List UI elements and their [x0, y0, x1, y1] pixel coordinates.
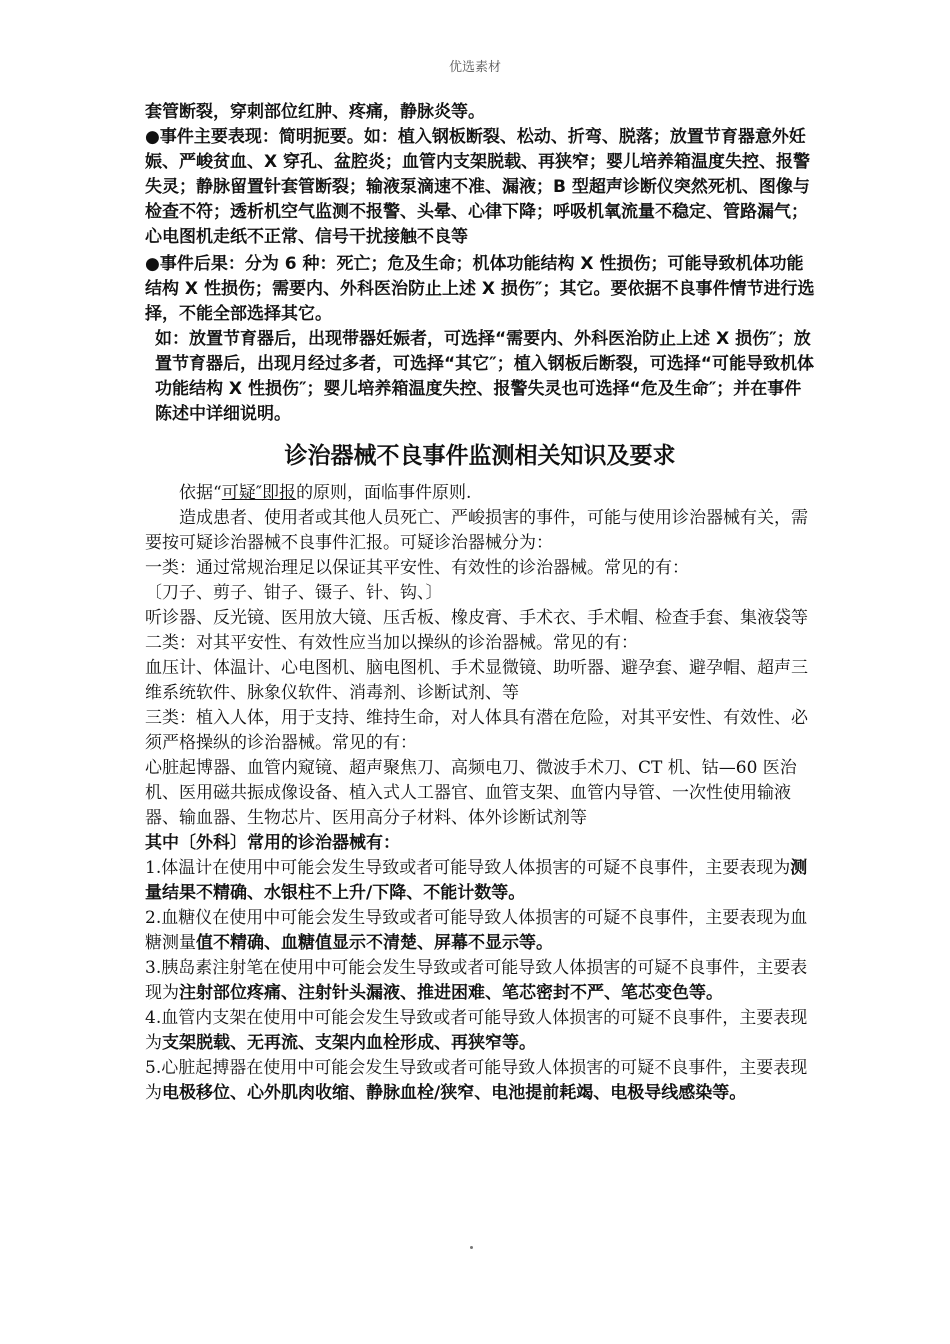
item-bold-text: 支架脱载、无再流、支架内血栓形成、再狭窄等。: [162, 1033, 536, 1053]
item-bold-text: 电极移位、心外肌肉收缩、静脉血栓/狭窄、电池提前耗竭、电极导线感染等。: [162, 1083, 747, 1103]
surgery-heading: 其中〔外科〕常用的诊治器械有：: [145, 833, 400, 853]
item-normal-text: 1.体温计在使用中可能会发生导致或者可能导致人体损害的可疑不良事件，主要表现为: [145, 858, 791, 878]
class2-heading: 二类：对其平安性、有效性应当加以操纵的诊治器械。常见的有：: [145, 633, 638, 653]
bullet-main-manifestation: ●事件主要表现：简明扼要。如：植入钢板断裂、松动、折弯、脱落；放置节育器意外妊娠、严峻贫血、X 穿孔、盆腔炎；血管内支架脱载、再狭窄；婴儿培养箱温度失控、报警失灵；静脉留置针套管断裂；输液泵滴速不准、漏液；B 型超声诊断仪突然死机、图像与检查不符；透析机空气监测不报警、头晕、心律下降；呼吸机氧流量不稳定、管路漏气；心电图机走纸不正常、信号干扰接触不良等: [145, 127, 811, 247]
list-item: [145, 856, 815, 906]
principle-post: 的原则，面临事件原则.: [296, 483, 472, 503]
footer-dot: [470, 1246, 473, 1249]
list-item: [145, 1006, 815, 1056]
item-bold-text: 值不精确、血糖值显示不清楚、屏幕不显示等。: [196, 933, 553, 953]
consequence-example: 如：放置节育器后，出现带器妊娠者，可选择“需要内、外科医治防止上述 X 损伤″；放置节育器后，出现月经过多者，可选择“其它″；植入钢板后断裂，可选择“可能导致机体功能结构 X 性损伤″；婴儿培养箱温度失控、报警失灵也可选择“危及生命″；并在事件陈述中详细说明。: [155, 329, 814, 424]
section-title: 诊治器械不良事件监测相关知识及要求: [284, 443, 676, 469]
list-item: [145, 956, 815, 1006]
document-content: [145, 100, 815, 1106]
principle-paragraph: [145, 481, 815, 506]
class3-items: 心脏起博器、血管内窥镜、超声聚焦刀、高频电刀、微波手术刀、CT 机、钴—60 医治机、医用磁共振成像设备、植入式人工器官、血管支架、血管内导管、一次性使用输液器、输血器、生物芯片、医用高分子材料、体外诊断试剂等: [145, 758, 797, 828]
class1-heading: 一类：通过常规治理足以保证其平安性、有效性的诊治器械。常见的有：: [145, 558, 689, 578]
item-normal-text: 3.胰岛素注射笔在使用中可能会发生导致或者可能导致人体损害的可疑不良事件，主要表现为: [145, 958, 808, 1003]
continued-line: 套管断裂，穿刺部位红肿、疼痛，静脉炎等。: [145, 102, 485, 122]
item-normal-text: 4.血管内支架在使用中可能会发生导致或者可能导致人体损害的可疑不良事件，主要表现为: [145, 1008, 808, 1053]
item-bold-text: 测量结果不精确、水银柱不上升/下降、不能计数等。: [145, 858, 808, 903]
class3-heading: 三类：植入人体，用于支持、维持生命，对人体具有潜在危险，对其平安性、有效性、必须严格操纵的诊治器械。常见的有：: [145, 708, 808, 753]
item-normal-text: 5.心脏起搏器在使用中可能会发生导致或者可能导致人体损害的可疑不良事件，主要表现为: [145, 1058, 808, 1103]
principle-pre: 依据“: [179, 483, 222, 503]
class1-items-a: 〔刀子、剪子、钳子、镊子、针、钩、〕: [145, 583, 443, 603]
intro-paragraph: 造成患者、使用者或其他人员死亡、严峻损害的事件，可能与使用诊治器械有关，需要按可疑诊治器械不良事件汇报。可疑诊治器械分为：: [145, 508, 808, 553]
item-normal-text: 2.血糖仪在使用中可能会发生导致或者可能导致人体损害的可疑不良事件，主要表现为血糖测量: [145, 908, 808, 953]
class1-items-b: 听诊器、反光镜、医用放大镜、压舌板、橡皮膏、手术衣、手术帽、检查手套、集液袋等: [145, 608, 808, 628]
bullet-event-consequence: ●事件后果：分为 6 种：死亡；危及生命；机体功能结构 X 性损伤；可能导致机体功能结构 X 性损伤；需要内、外科医治防止上述 X 损伤″；其它。要依据不良事件情节进行选择，不能全部选择其它。: [145, 254, 815, 324]
list-item: [145, 906, 815, 956]
class2-items: 血压计、体温计、心电图机、脑电图机、手术显微镜、助听器、避孕套、避孕帽、超声三维系统软件、脉象仪软件、消毒剂、诊断试剂、等: [145, 658, 808, 703]
page-header: 优选素材: [448, 60, 501, 75]
principle-underlined: 可疑″即报: [221, 483, 297, 503]
item-bold-text: 注射部位疼痛、注射针头漏液、推进困难、笔芯密封不严、笔芯变色等。: [179, 983, 723, 1003]
list-item: [145, 1056, 815, 1106]
